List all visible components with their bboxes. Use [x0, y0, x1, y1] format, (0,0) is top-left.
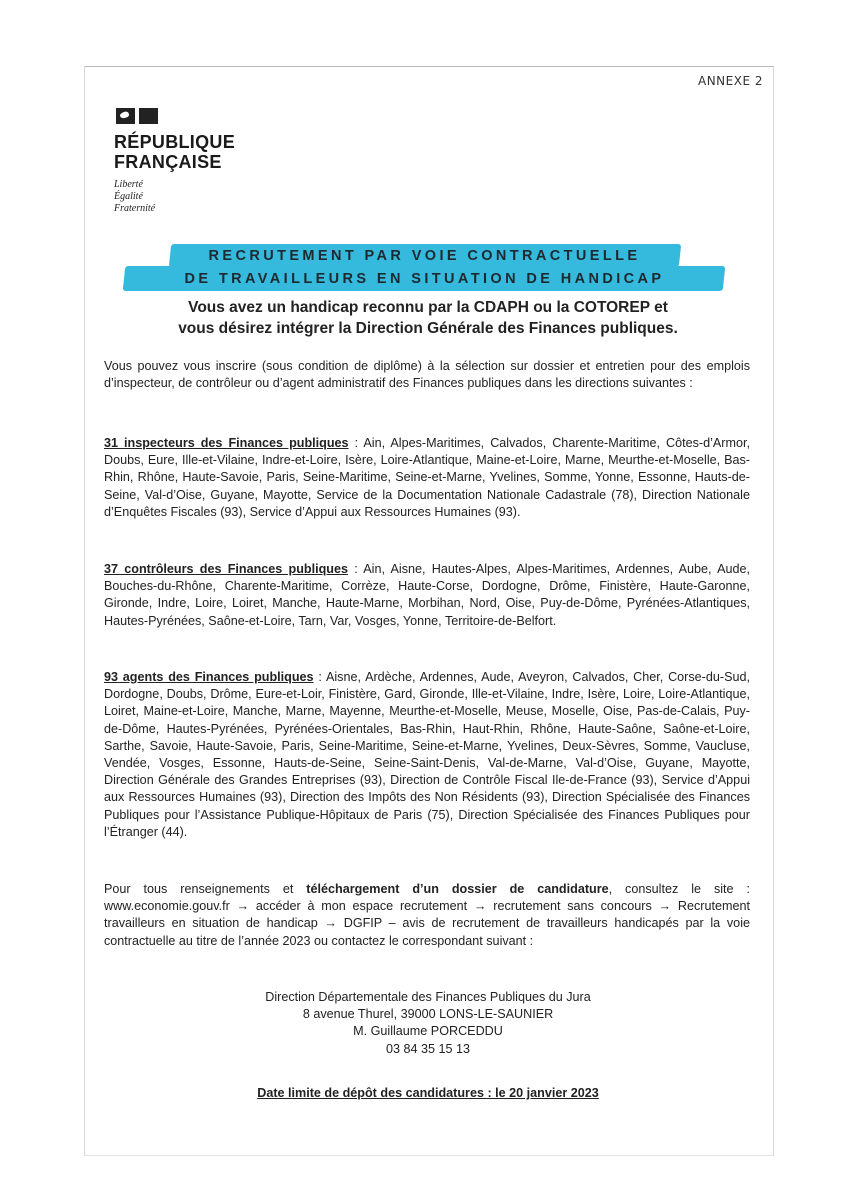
info-before: Pour tous renseignements et: [104, 882, 307, 896]
section-text: : Ain, Aisne, Hautes-Alpes, Alpes-Maritimes, Ardennes, Aube, Aude, Bouches-du-Rhône, Charente-Maritime, Corrèze, Haute-Corse, Dordogne, Drôme, Finistère, Haute-Garonne, Gironde, Indre, Loire, Loiret, Manche, Haute-Marne, Morbihan, Nord, Oise, Puy-de-Dôme, Pyrénées-Atlantiques, Hautes-Pyrénées, Saône-et-Loire, Tarn, Var, Vosges, Yonne, Territoire-de-Belfort.: [104, 562, 751, 628]
section-inspecteurs: [104, 435, 750, 521]
republique-francaise-logo: [114, 108, 235, 215]
lead-line1: Vous avez un handicap reconnu par la CDAPH ou la COTOREP et: [188, 299, 668, 316]
section-text: : Ain, Alpes-Maritimes, Calvados, Charente-Maritime, Côtes-d’Armor, Doubs, Eure, Ille-et-Vilaine, Indre-et-Loire, Isère, Loire-Atlantique, Maine-et-Loire, Marne, Meurthe-et-Moselle, Bas-Rhin, Rhône, Haute-Savoie, Paris, Seine-Maritime, Seine-et-Marne, Yvelines, Somme, Yonne, Essonne, Hauts-de-Seine, Val-d’Oise, Guyane, Mayotte, Service de la Documentation Nationale Cadastrale (78), Direction Nationale d’Enquêtes Fiscales (93), Service d’Appui aux Ressources Humaines (93).: [104, 436, 750, 519]
info-paragraph: [104, 881, 750, 950]
contact-address: 8 avenue Thurel, 39000 LONS-LE-SAUNIER: [302, 1007, 554, 1022]
intro-paragraph: Vous pouvez vous inscrire (sous condition de diplôme) à la sélection sur dossier et entretien pour des emplois d’inspecteur, de contrôleur ou d’agent administratif des Finances publiques dans les directions suivantes :: [104, 359, 750, 391]
section-label: 93 agents des Finances publiques: [104, 670, 314, 684]
devise-liberte: Liberté: [114, 179, 143, 190]
contact-person: M. Guillaume PORCEDDU: [353, 1024, 503, 1039]
lead-text: [84, 297, 772, 339]
devise-fraternite: Fraternité: [114, 203, 156, 214]
info-bold: téléchargement d’un dossier de candidature: [306, 882, 609, 896]
logo-name-line2: FRANÇAISE: [114, 152, 222, 172]
devise-egalite: Égalité: [114, 191, 143, 202]
contact-phone: 03 84 35 15 13: [385, 1041, 471, 1056]
lead-line2: vous désirez intégrer la Direction Générale des Finances publiques.: [178, 320, 678, 337]
deadline: Date limite de dépôt des candidatures : le 20 janvier 2023: [257, 1086, 599, 1100]
contact-block: [84, 989, 772, 1058]
section-text: : Aisne, Ardèche, Ardennes, Aude, Aveyron, Calvados, Cher, Corse-du-Sud, Dordogne, Doubs, Drôme, Eure-et-Loir, Finistère, Gard, Gironde, Ille-et-Vilaine, Indre, Isère, Loire, Loire-Atlantique, Loiret, Maine-et-Loire, Manche, Marne, Mayenne, Meurthe-et-Moselle, Meuse, Moselle, Oise, Pas-de-Calais, Puy-de-Dôme, Hautes-Pyrénées, Pyrénées-Orientales, Bas-Rhin, Haut-Rhin, Rhône, Haute-Saône, Saône-et-Loire, Sarthe, Savoie, Haute-Savoie, Paris, Seine-Maritime, Seine-et-Marne, Yvelines, Deux-Sèvres, Somme, Vaucluse, Vendée, Vosges, Essonne, Hauts-de-Seine, Seine-Saint-Denis, Val-de-Marne, Val-d’Oise, Guyane, Mayotte, Direction Générale des Grandes Entreprises (93), Direction de Contrôle Fiscal Ile-de-France (93), Service d’Appui aux Ressources Humaines (93), Direction des Impôts des Non Résidents (93), Direction Spécialisée des Finances Publiques pour l’Assistance Publique-Hôpitaux de Paris (75), Direction Spécialisée des Finances Publiques pour l’Étranger (44).: [104, 670, 750, 839]
logo-name-line1: RÉPUBLIQUE: [114, 132, 236, 152]
logo-devise: [114, 179, 235, 215]
marianne-icon: [116, 108, 235, 124]
banner-title-line1: RECRUTEMENT PAR VOIE CONTRACTUELLE: [208, 248, 641, 264]
banner-title-line2: DE TRAVAILLEURS EN SITUATION DE HANDICAP: [184, 271, 665, 287]
section-label: 31 inspecteurs des Finances publiques: [104, 436, 349, 450]
contact-org: Direction Départementale des Finances Publiques du Jura: [265, 990, 591, 1004]
info-after: , consultez le site : www.economie.gouv.fr → accéder à mon espace recrutement → recrutement sans concours → Recrutement travailleurs en situation de handicap → DGFIP – avis de recrutement de travailleurs handicapés par la voie contractuelle au titre de l’année 2023 ou contactez le correspondant suivant :: [104, 882, 750, 948]
section-controleurs: [104, 561, 750, 630]
section-label: 37 contrôleurs des Finances publiques: [104, 562, 348, 576]
section-agents: [104, 669, 750, 841]
annex-number: ANNEXE 2: [698, 74, 763, 88]
